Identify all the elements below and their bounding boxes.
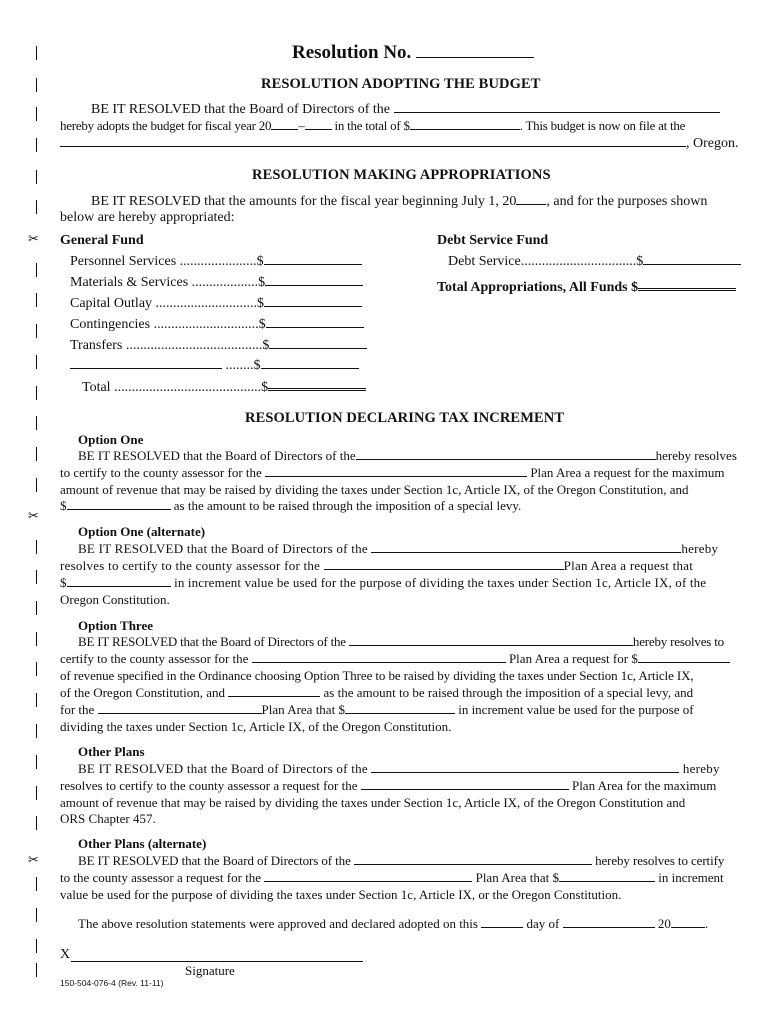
- adoption-month-field[interactable]: [563, 916, 655, 928]
- o3-l1a: BE IT RESOLVED that the Board of Directors of the: [78, 634, 346, 649]
- other-plans-alt-line-2: [60, 870, 724, 886]
- dash: –: [298, 118, 305, 133]
- gf-materials-field[interactable]: [265, 274, 363, 286]
- option-one-alt-heading: Option One (alternate): [78, 524, 206, 539]
- op-l1a: BE IT RESOLVED that the Board of Directors of the: [78, 761, 368, 776]
- o1-amount-field[interactable]: [67, 498, 171, 510]
- option-three-line-2: [60, 651, 730, 667]
- gf-contingencies-label: Contingencies ..............................$: [70, 317, 266, 332]
- gf-transfers-row: [70, 337, 367, 354]
- budget-location-field[interactable]: [60, 135, 686, 147]
- option-three-line-6: dividing the taxes under Section 1c, Article IX, of the Oregon Constitution.: [60, 719, 452, 734]
- o1-l4a: $: [60, 498, 67, 513]
- o1-l4b: as the amount to be raised through the imposition of a special levy.: [173, 498, 522, 513]
- gf-other-label: ........$: [225, 358, 261, 373]
- adoption-text-d: .: [704, 916, 709, 931]
- fiscal-year-end-field[interactable]: [305, 118, 332, 130]
- o3-l2a: certify to the county assessor for the: [60, 651, 249, 666]
- other-plans-line-1: [78, 761, 720, 777]
- o3-l5c: in increment value be used for the purpose of: [458, 702, 694, 717]
- o1-l1b: hereby resolves: [655, 448, 737, 463]
- option-three-heading: Option Three: [78, 618, 154, 633]
- option-one-heading: Option One: [78, 432, 144, 447]
- gf-materials-label: Materials & Services ...................$: [70, 275, 266, 290]
- gf-other-label-field[interactable]: [70, 357, 222, 369]
- option-one-alt-line-2: [60, 558, 693, 574]
- budget-heading: RESOLUTION ADOPTING THE BUDGET: [261, 76, 541, 92]
- o3-request-field[interactable]: [638, 651, 730, 663]
- budget-line-1: [91, 101, 720, 118]
- option-one-line-3: amount of revenue that may be raised by dividing the taxes under Section 1c, Article IX, of the Oregon Constitution, and: [60, 482, 689, 497]
- margin-bar: [36, 293, 37, 307]
- adoption-day-field[interactable]: [481, 916, 523, 928]
- margin-bar: [36, 939, 37, 953]
- margin-bar: [36, 632, 37, 646]
- o1a-board-field[interactable]: [371, 541, 681, 553]
- opa-l2a: to the county assessor a request for the: [60, 870, 262, 885]
- appropriations-year-field[interactable]: [516, 193, 546, 205]
- o3-board-field[interactable]: [349, 634, 633, 646]
- gf-total-label: Total ..........................................$: [82, 380, 269, 395]
- margin-bar: [36, 755, 37, 769]
- margin-bar: [36, 138, 37, 152]
- margin-bar: [36, 786, 37, 800]
- o1a-plan-field[interactable]: [324, 558, 564, 570]
- opa-l1b: hereby resolves to certify: [595, 853, 725, 868]
- margin-bar: [36, 724, 37, 738]
- budget-line-2c: in the total of $: [334, 118, 410, 133]
- o3-increment-field[interactable]: [345, 702, 455, 714]
- o3-l5a: for the: [60, 702, 95, 717]
- other-plans-alt-line-3: value be used for the purpose of dividing the taxes under Section 1c, Article IX, or the Oregon Constitution.: [60, 887, 622, 902]
- o1-l1a: BE IT RESOLVED that the Board of Directors of the: [78, 448, 356, 463]
- margin-bar: [36, 601, 37, 615]
- option-three-line-4: [60, 685, 693, 701]
- gf-contingencies-field[interactable]: [266, 316, 364, 328]
- appropriations-heading: RESOLUTION MAKING APPROPRIATIONS: [252, 167, 551, 183]
- option-one-alt-line-4: Oregon Constitution.: [60, 592, 170, 607]
- option-one-line-4: [60, 498, 521, 514]
- margin-bar: [36, 416, 37, 430]
- margin-bar: [36, 200, 37, 214]
- o1a-l2a: resolves to certify to the county assessor for the: [60, 558, 321, 573]
- gf-contingencies-row: [70, 316, 364, 333]
- district-name-field[interactable]: [394, 101, 720, 113]
- budget-line-1-text: BE IT RESOLVED that the Board of Directors of the: [91, 102, 391, 117]
- gf-personnel-field[interactable]: [264, 253, 362, 265]
- option-three-line-1: [78, 634, 724, 650]
- budget-line-2a: hereby adopts the budget for fiscal year 20: [60, 118, 272, 133]
- option-one-alt-line-1: [78, 541, 718, 557]
- margin-bar: [36, 963, 37, 977]
- o1a-l3b: in increment value be used for the purpose of dividing the taxes under Section 1c, Article IX, of the: [174, 575, 707, 590]
- debt-fund-heading: Debt Service Fund: [437, 233, 549, 248]
- o1-l2a: to certify to the county assessor for the: [60, 465, 262, 480]
- page-title: [292, 42, 534, 64]
- op-l1b: hereby: [682, 761, 720, 776]
- o3-l1b: hereby resolves to: [632, 634, 724, 649]
- o1a-amount-field[interactable]: [67, 575, 171, 587]
- margin-bar: [36, 447, 37, 461]
- adoption-text-c: 20: [657, 916, 671, 931]
- o1a-l1b: hereby: [681, 541, 719, 556]
- fiscal-year-start-field[interactable]: [271, 118, 298, 130]
- resolution-number-field[interactable]: [416, 46, 534, 58]
- o3-l2b: Plan Area a request for $: [508, 651, 638, 666]
- appropriations-line-1a: BE IT RESOLVED that the amounts for the fiscal year beginning July 1, 20: [91, 194, 517, 209]
- adoption-text-b: day of: [526, 916, 560, 931]
- signature-field[interactable]: [71, 960, 363, 962]
- option-three-line-3: of revenue specified in the Ordinance choosing Option Three to be raised by dividing the taxes under Section 1c, Article IX,: [60, 668, 694, 683]
- opa-l2b: Plan Area that $: [475, 870, 559, 885]
- margin-bar: [36, 570, 37, 584]
- form-number: 150-504-076-4 (Rev. 11-11): [60, 978, 164, 988]
- other-plans-line-3: amount of revenue that may be raised by dividing the taxes under Section 1c, Article IX, of the Oregon Constitution and: [60, 795, 686, 810]
- opa-l1a: BE IT RESOLVED that the Board of Directors of the: [78, 853, 351, 868]
- budget-line-2: [60, 118, 685, 134]
- gf-materials-row: [70, 274, 363, 291]
- other-plans-heading: Other Plans: [78, 744, 145, 759]
- o3-l5b: Plan Area that $: [261, 702, 345, 717]
- margin-bar: [36, 693, 37, 707]
- debt-service-field[interactable]: [643, 253, 741, 265]
- tax-increment-heading: RESOLUTION DECLARING TAX INCREMENT: [245, 410, 565, 426]
- option-one-line-1: [78, 448, 737, 464]
- margin-bar: [36, 170, 37, 184]
- margin-bar: [36, 478, 37, 492]
- total-appropriations-row: [437, 278, 736, 296]
- option-three-line-5: [60, 702, 694, 718]
- o3-l4b: as the amount to be raised through the imposition of a special levy, and: [323, 685, 694, 700]
- gf-transfers-field[interactable]: [269, 337, 367, 349]
- gf-total-field[interactable]: [268, 378, 366, 391]
- margin-bar: [36, 355, 37, 369]
- adoption-text-a: The above resolution statements were approved and declared adopted on this: [78, 916, 478, 931]
- adoption-year-field[interactable]: [671, 916, 705, 928]
- budget-total-field[interactable]: [410, 118, 520, 130]
- gf-capital-field[interactable]: [264, 295, 362, 307]
- opa-plan-field[interactable]: [264, 870, 472, 882]
- adoption-line: [78, 916, 708, 932]
- margin-bar: [36, 46, 37, 60]
- option-one-alt-line-3: [60, 575, 706, 591]
- budget-line-2d: . This budget is now on file at the: [519, 118, 686, 133]
- budget-line-3-text: , Oregon.: [686, 136, 739, 151]
- margin-bar: [36, 263, 37, 277]
- op-l2a: resolves to certify to the county assessor a request for the: [60, 778, 358, 793]
- opa-increment-field[interactable]: [559, 870, 655, 882]
- gf-personnel-row: [70, 253, 362, 270]
- total-appropriations-field[interactable]: [638, 278, 736, 291]
- other-plans-alt-heading: Other Plans (alternate): [78, 836, 207, 851]
- debt-service-row: [448, 253, 741, 270]
- margin-bar: [36, 662, 37, 676]
- o3-plan2-field[interactable]: [98, 702, 262, 714]
- option-one-line-2: [60, 465, 725, 481]
- op-board-field[interactable]: [371, 761, 679, 773]
- budget-line-3: [60, 135, 739, 152]
- scissors-icon: ✂: [28, 509, 39, 524]
- gf-personnel-label: Personnel Services ......................$: [70, 254, 264, 269]
- gf-capital-row: [70, 295, 362, 312]
- opa-board-field[interactable]: [354, 853, 592, 865]
- appropriations-line-2: below are hereby appropriated:: [60, 210, 235, 225]
- title-text: Resolution No.: [292, 42, 412, 63]
- op-l2b: Plan Area for the maximum: [571, 778, 717, 793]
- o1-l2b: Plan Area a request for the maximum: [530, 465, 725, 480]
- appropriations-line-1: [91, 193, 707, 210]
- debt-service-label: Debt Service.................................$: [448, 254, 644, 269]
- margin-bar: [36, 324, 37, 338]
- o1a-l2b: Plan Area a request that: [563, 558, 694, 573]
- margin-bar: [36, 386, 37, 400]
- gf-other-row: [70, 357, 359, 374]
- signature-x: X: [60, 947, 71, 962]
- margin-bar: [36, 540, 37, 554]
- margin-bar: [36, 877, 37, 891]
- o1-board-field[interactable]: [356, 448, 656, 460]
- opa-l2c: in increment: [658, 870, 724, 885]
- general-fund-heading: General Fund: [60, 233, 144, 248]
- margin-bar: [36, 78, 37, 92]
- other-plans-alt-line-1: [78, 853, 724, 869]
- o3-l4a: of the Oregon Constitution, and: [60, 685, 226, 700]
- margin-bar: [36, 816, 37, 830]
- signature-label: Signature: [185, 963, 235, 978]
- gf-other-field[interactable]: [261, 357, 359, 369]
- gf-transfers-label: Transfers .......................................$: [70, 338, 270, 353]
- o1a-l1a: BE IT RESOLVED that the Board of Directors of the: [78, 541, 368, 556]
- gf-total-row: [82, 378, 366, 396]
- other-plans-line-4: ORS Chapter 457.: [60, 811, 156, 826]
- appropriations-line-1b: , and for the purposes shown: [546, 194, 708, 209]
- o1-plan-field[interactable]: [265, 465, 527, 477]
- scissors-icon: ✂: [28, 853, 39, 868]
- o3-levy-field[interactable]: [228, 685, 320, 697]
- margin-bar: [36, 107, 37, 121]
- margin-bar: [36, 908, 37, 922]
- op-plan-field[interactable]: [361, 778, 569, 790]
- other-plans-line-2: [60, 778, 716, 794]
- gf-capital-label: Capital Outlay .............................$: [70, 296, 265, 311]
- scissors-icon: ✂: [28, 232, 39, 247]
- o3-plan-field[interactable]: [252, 651, 506, 663]
- o1a-l3a: $: [60, 575, 67, 590]
- total-appropriations-label: Total Appropriations, All Funds $: [437, 280, 639, 295]
